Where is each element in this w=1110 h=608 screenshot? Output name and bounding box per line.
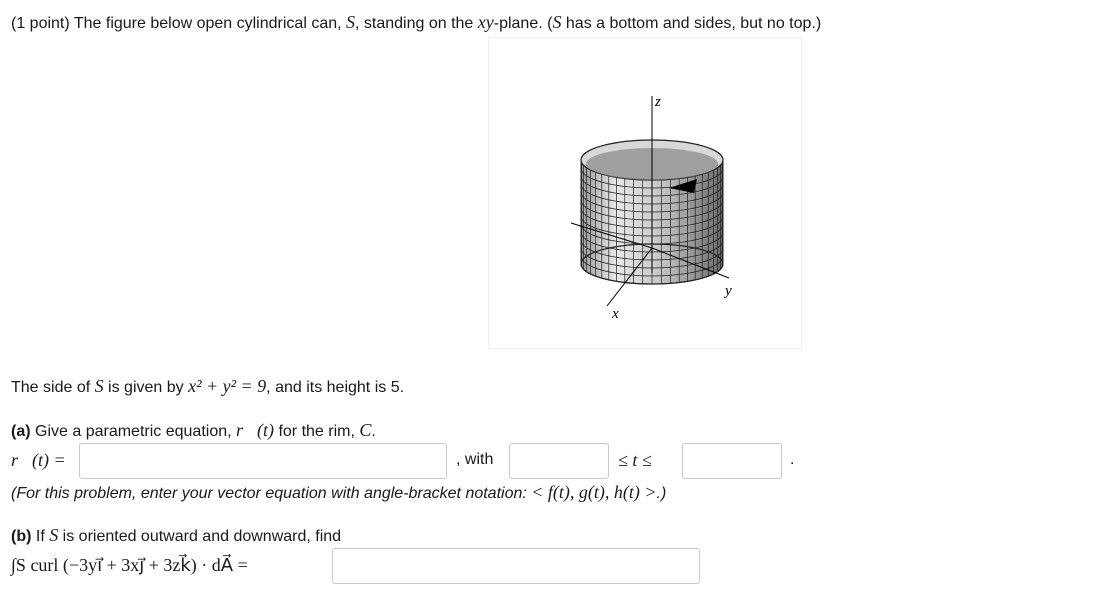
part-a-rt: r⃗(t)	[236, 420, 274, 440]
note-math: < f(t), g(t), h(t) >	[531, 482, 657, 502]
part-a-question	[11, 420, 376, 441]
intro-S2: S	[552, 12, 562, 32]
cylinder-can-illustration	[489, 38, 801, 348]
t-min-input[interactable]	[509, 443, 609, 479]
intro-plane: xy	[477, 12, 494, 32]
intro-middle2: -plane. (	[493, 15, 553, 32]
note-suffix: .)	[656, 485, 667, 502]
intro-middle: , standing on the	[355, 15, 478, 32]
side-suffix: , and its height is 5.	[266, 379, 405, 396]
side-equation: x² + y² = 9	[188, 376, 267, 396]
intro-S: S	[346, 12, 355, 32]
side-description	[11, 376, 404, 397]
intro-prefix: (1 point) The figure below open cylindrical can,	[11, 15, 346, 32]
axis-y-label: y	[725, 283, 732, 299]
part-a-text: Give a parametric equation,	[30, 423, 236, 440]
part-a-note	[11, 482, 666, 503]
problem-intro	[11, 12, 821, 33]
part-b-text2: is oriented outward and downward, find	[58, 528, 342, 545]
cylinder-figure	[489, 38, 801, 348]
side-S: S	[94, 376, 104, 396]
part-a-C: C	[359, 420, 372, 440]
with-label: , with	[456, 451, 494, 468]
note-prefix: (For this problem, enter your vector equation with angle-bracket notation:	[11, 485, 532, 502]
flux-answer-input[interactable]	[332, 548, 700, 584]
part-b-text: If	[31, 528, 50, 545]
part-b-label: (b)	[11, 528, 32, 545]
part-a-equation-left: r⃗(t) =	[11, 450, 66, 470]
t-max-input[interactable]	[682, 443, 782, 479]
t-inequality: ≤ t ≤	[618, 450, 652, 470]
side-mid: is given by	[103, 379, 189, 396]
part-a-label: (a)	[11, 423, 31, 440]
part-b-integral: ∫S curl (−3yi⃗ + 3xj⃗ + 3zk⃗) · dA⃗ =	[11, 555, 248, 575]
rt-answer-input[interactable]	[79, 443, 447, 479]
side-prefix: The side of	[11, 379, 95, 396]
intro-suffix: has a bottom and sides, but no top.)	[561, 15, 822, 32]
part-a-period: .	[790, 451, 795, 468]
part-a-text2: for the rim,	[274, 423, 360, 440]
axis-x-label: x	[612, 306, 619, 322]
part-b-question	[11, 525, 341, 546]
part-a-dot: .	[371, 423, 376, 440]
axis-z-label: z	[655, 94, 661, 110]
part-b-S: S	[49, 525, 59, 545]
